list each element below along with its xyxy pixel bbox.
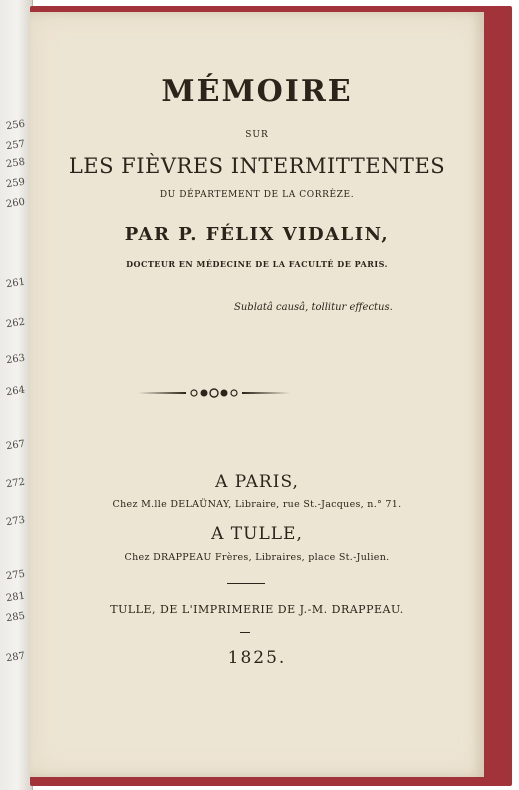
imprint-city-tulle: A TULLE,: [211, 524, 303, 544]
page-number: 287: [5, 650, 26, 665]
author-credential: DOCTEUR EN MÉDECINE DE LA FACULTÉ DE PARIS.: [126, 259, 388, 269]
page-number: 257: [5, 138, 26, 153]
page-number: 259: [5, 176, 26, 191]
page-number: 275: [5, 568, 26, 583]
page-number: 258: [5, 156, 26, 171]
title-page: [30, 12, 484, 777]
epigraph: Sublatâ causâ, tollitur effectus.: [234, 302, 393, 313]
page-number: 256: [5, 118, 26, 133]
ornament-divider: [138, 388, 290, 398]
previous-page-edge: [0, 0, 33, 790]
author-name: PAR P. FÉLIX VIDALIN,: [124, 224, 390, 245]
page-number: 264: [5, 384, 26, 399]
rule-divider: [227, 583, 265, 584]
page-number: 262: [5, 316, 26, 331]
page-number: 261: [5, 276, 26, 291]
printer-line: TULLE, DE L'IMPRIMERIE DE J.-M. DRAPPEAU.: [110, 603, 404, 616]
page-title: MÉMOIRE: [161, 74, 353, 109]
page-number: 267: [5, 438, 26, 453]
publication-year: 1825.: [227, 648, 287, 668]
page-number: 263: [5, 352, 26, 367]
title-connector: SUR: [245, 130, 269, 140]
department-line: DU DÉPARTEMENT DE LA CORRÈZE.: [159, 190, 355, 200]
page-number: 272: [5, 476, 26, 491]
page-number: 285: [5, 610, 26, 625]
page-number: 260: [5, 196, 26, 211]
dash-divider: [240, 632, 250, 633]
imprint-publisher-tulle: Chez DRAPPEAU Frères, Libraires, place St.-Julien.: [124, 552, 390, 563]
imprint-publisher-paris: Chez M.lle DELAÜNAY, Libraire, rue St.-Jacques, n.° 71.: [112, 499, 402, 510]
page-number: 273: [5, 514, 26, 529]
page-number: 281: [5, 590, 26, 605]
imprint-city-paris: A PARIS,: [215, 472, 299, 492]
subject-title: LES FIÈVRES INTERMITTENTES: [68, 154, 446, 178]
